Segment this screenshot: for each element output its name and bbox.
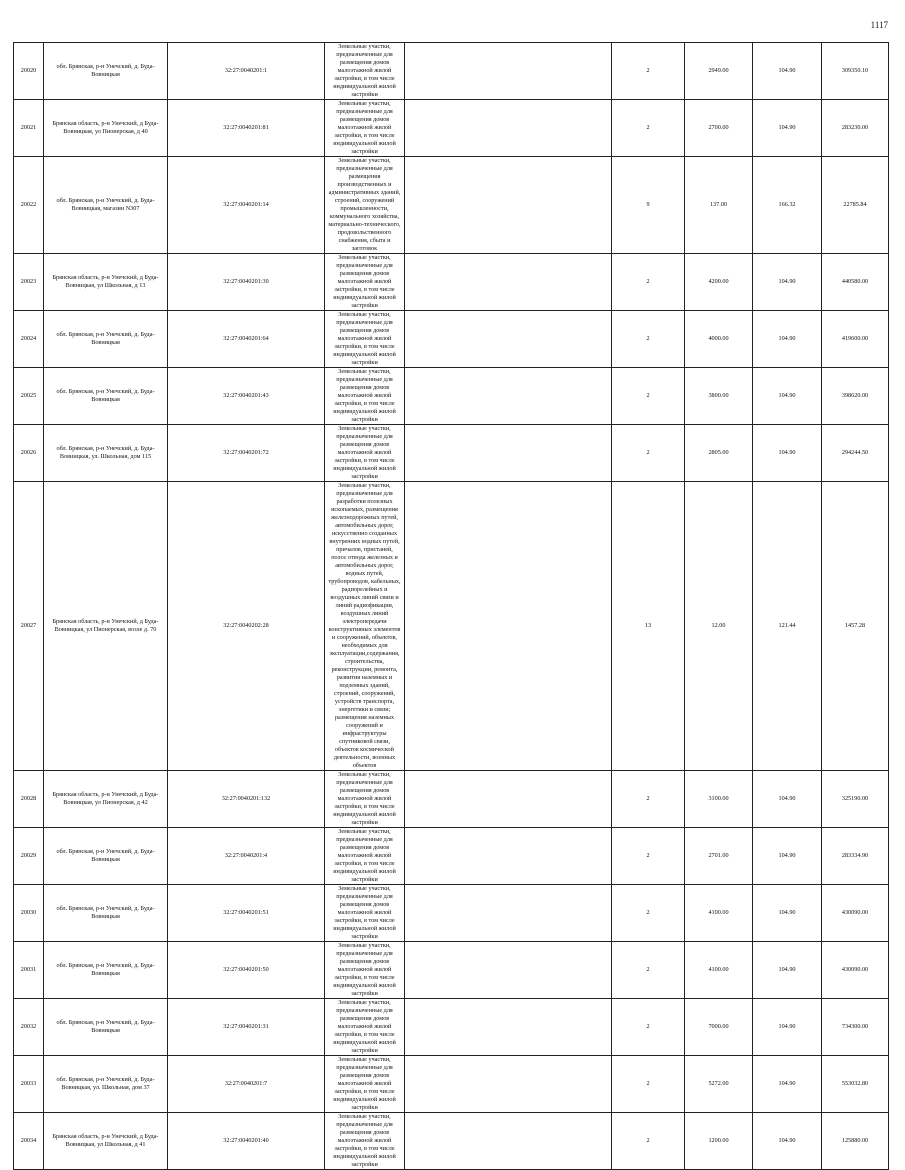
- address-cell: обл. Брянская, р-н Унечский, д. Буда-Вовницкая: [44, 368, 168, 425]
- table-row: [14, 1113, 889, 1170]
- area-cell: 4000.00: [685, 311, 753, 368]
- address-cell: обл. Брянская, р-н Унечский, д. Буда-Вовницкая: [44, 828, 168, 885]
- group-cell: 2: [612, 999, 685, 1056]
- group-cell: 2: [612, 1113, 685, 1170]
- empty-cell: [405, 1113, 612, 1170]
- address-cell: Брянская область, р-н Унечский, д Буда-Вовницкая, ул Пионерская, д 40: [44, 100, 168, 157]
- row-number-cell: 20031: [14, 942, 44, 999]
- permitted-use-cell: Земельные участки, предназначенные для размещения домов малоэтажной жилой застройки, в том числе индивидуальной жилой застройки: [325, 311, 405, 368]
- empty-cell: [405, 311, 612, 368]
- table-row: [14, 254, 889, 311]
- cadastral-value-cell: 440580.00: [822, 254, 889, 311]
- address-cell: обл. Брянская, р-н Унечский, д. Буда-Вовницкая, магазин N307: [44, 157, 168, 254]
- address-cell: обл. Брянская, р-н Унечский, д. Буда-Вовницкая: [44, 311, 168, 368]
- group-cell: 9: [612, 157, 685, 254]
- rate-cell: 104.90: [753, 885, 822, 942]
- row-number-cell: 20025: [14, 368, 44, 425]
- group-cell: 2: [612, 100, 685, 157]
- cadastral-value-cell: 1457.28: [822, 482, 889, 771]
- group-cell: 2: [612, 368, 685, 425]
- rate-cell: 104.90: [753, 942, 822, 999]
- page-number: 1117: [870, 20, 888, 30]
- area-cell: 3800.00: [685, 368, 753, 425]
- address-cell: обл. Брянская, р-н Унечский, д. Буда-Вовницкая: [44, 885, 168, 942]
- empty-cell: [405, 157, 612, 254]
- row-number-cell: 20034: [14, 1113, 44, 1170]
- area-cell: 12.00: [685, 482, 753, 771]
- empty-cell: [405, 828, 612, 885]
- empty-cell: [405, 43, 612, 100]
- row-number-cell: 20029: [14, 828, 44, 885]
- area-cell: 2700.00: [685, 100, 753, 157]
- area-cell: 2805.00: [685, 425, 753, 482]
- area-cell: 1200.00: [685, 1113, 753, 1170]
- table-row: [14, 482, 889, 771]
- group-cell: 2: [612, 425, 685, 482]
- row-number-cell: 20030: [14, 885, 44, 942]
- row-number-cell: 20021: [14, 100, 44, 157]
- cadastral-number-cell: 32:27:0040202:28: [168, 482, 325, 771]
- permitted-use-cell: Земельные участки, предназначенные для размещения домов малоэтажной жилой застройки, в том числе индивидуальной жилой застройки: [325, 1056, 405, 1113]
- table-row: [14, 885, 889, 942]
- cadastral-number-cell: 32:27:0040201:72: [168, 425, 325, 482]
- cadastral-number-cell: 32:27:0040201:43: [168, 368, 325, 425]
- table-row: [14, 311, 889, 368]
- cadastral-number-cell: 32:27:0040201:132: [168, 771, 325, 828]
- empty-cell: [405, 885, 612, 942]
- permitted-use-cell: Земельные участки, предназначенные для размещения домов малоэтажной жилой застройки, в том числе индивидуальной жилой застройки: [325, 999, 405, 1056]
- empty-cell: [405, 942, 612, 999]
- area-cell: 5272.00: [685, 1056, 753, 1113]
- row-number-cell: 20027: [14, 482, 44, 771]
- permitted-use-cell: Земельные участки, предназначенные для размещения домов малоэтажной жилой застройки, в том числе индивидуальной жилой застройки: [325, 100, 405, 157]
- permitted-use-cell: Земельные участки, предназначенные для размещения домов малоэтажной жилой застройки, в том числе индивидуальной жилой застройки: [325, 828, 405, 885]
- permitted-use-cell: Земельные участки, предназначенные для размещения домов малоэтажной жилой застройки, в том числе индивидуальной жилой застройки: [325, 425, 405, 482]
- empty-cell: [405, 482, 612, 771]
- group-cell: 2: [612, 942, 685, 999]
- empty-cell: [405, 425, 612, 482]
- cadastral-value-cell: 283230.00: [822, 100, 889, 157]
- cadastral-value-cell: 430090.00: [822, 942, 889, 999]
- table-row: [14, 43, 889, 100]
- address-cell: обл. Брянская, р-н Унечский, д. Буда-Вовницкая: [44, 43, 168, 100]
- row-number-cell: 20020: [14, 43, 44, 100]
- group-cell: 2: [612, 254, 685, 311]
- group-cell: 2: [612, 1056, 685, 1113]
- cadastral-value-cell: 22785.84: [822, 157, 889, 254]
- cadastral-value-cell: 325190.00: [822, 771, 889, 828]
- permitted-use-cell: Земельные участки, предназначенные для разработки полезных ископаемых, размещения железнодорожных путей, автомобильных дорог, искусственно созданных внутренних водных путей, причалов, пристаней, полос отвода железных и автомобильных дорог, водных путей, трубопроводов, кабельных, радиорелейных и воздушных линий связи и линий радиофикации, воздушных линий электропередачи конструктивных элементов и сооружений, объектов, необходимых для эксплуатации,содержания, строительства, реконструкции, ремонта, развития наземных и подземных зданий, строений, сооружений, устройств транспорта, энергетики и связи; размещения наземных сооружений и инфраструктуры спутниковой связи, объектов космической деятельности, военных объектов: [325, 482, 405, 771]
- land-registry-table: [13, 42, 889, 1170]
- group-cell: 2: [612, 43, 685, 100]
- cadastral-number-cell: 32:27:0040201:40: [168, 1113, 325, 1170]
- rate-cell: 104.90: [753, 43, 822, 100]
- empty-cell: [405, 254, 612, 311]
- permitted-use-cell: Земельные участки, предназначенные для размещения домов малоэтажной жилой застройки, в том числе индивидуальной жилой застройки: [325, 942, 405, 999]
- area-cell: 2949.00: [685, 43, 753, 100]
- area-cell: 4200.00: [685, 254, 753, 311]
- table-row: [14, 100, 889, 157]
- row-number-cell: 20028: [14, 771, 44, 828]
- cadastral-number-cell: 32:27:0040201:50: [168, 942, 325, 999]
- permitted-use-cell: Земельные участки, предназначенные для размещения домов малоэтажной жилой застройки, в том числе индивидуальной жилой застройки: [325, 368, 405, 425]
- cadastral-number-cell: 32:27:0040201:1: [168, 43, 325, 100]
- table-row: [14, 999, 889, 1056]
- cadastral-value-cell: 283334.90: [822, 828, 889, 885]
- cadastral-number-cell: 32:27:0040201:30: [168, 254, 325, 311]
- area-cell: 137.00: [685, 157, 753, 254]
- rate-cell: 104.90: [753, 311, 822, 368]
- cadastral-value-cell: 309350.10: [822, 43, 889, 100]
- group-cell: 13: [612, 482, 685, 771]
- rate-cell: 104.90: [753, 254, 822, 311]
- rate-cell: 104.90: [753, 100, 822, 157]
- rate-cell: 166.32: [753, 157, 822, 254]
- rate-cell: 104.90: [753, 1113, 822, 1170]
- row-number-cell: 20033: [14, 1056, 44, 1113]
- rate-cell: 104.90: [753, 1056, 822, 1113]
- rate-cell: 121.44: [753, 482, 822, 771]
- permitted-use-cell: Земельные участки, предназначенные для размещения домов малоэтажной жилой застройки, в том числе индивидуальной жилой застройки: [325, 885, 405, 942]
- cadastral-number-cell: 32:27:0040201:51: [168, 885, 325, 942]
- rate-cell: 104.90: [753, 828, 822, 885]
- table-row: [14, 368, 889, 425]
- area-cell: 2701.00: [685, 828, 753, 885]
- table-row: [14, 828, 889, 885]
- cadastral-value-cell: 734300.00: [822, 999, 889, 1056]
- area-cell: 4100.00: [685, 885, 753, 942]
- address-cell: обл. Брянская, р-н Унечский, д. Буда-Вовницкая, ул. Школьная, дом 115: [44, 425, 168, 482]
- registry-body: [14, 43, 889, 1170]
- row-number-cell: 20024: [14, 311, 44, 368]
- table-row: [14, 771, 889, 828]
- cadastral-number-cell: 32:27:0040201:81: [168, 100, 325, 157]
- row-number-cell: 20023: [14, 254, 44, 311]
- table-row: [14, 942, 889, 999]
- rate-cell: 104.90: [753, 368, 822, 425]
- empty-cell: [405, 1056, 612, 1113]
- area-cell: 7000.00: [685, 999, 753, 1056]
- address-cell: Брянская область, р-н Унечский, д Буда-Вовницкая, ул Пионерская, д 42: [44, 771, 168, 828]
- permitted-use-cell: Земельные участки, предназначенные для размещения домов малоэтажной жилой застройки, в том числе индивидуальной жилой застройки: [325, 43, 405, 100]
- cadastral-number-cell: 32:27:0040201:31: [168, 999, 325, 1056]
- table-row: [14, 1056, 889, 1113]
- empty-cell: [405, 368, 612, 425]
- address-cell: обл. Брянская, р-н Унечский, д. Буда-Вовницкая: [44, 942, 168, 999]
- permitted-use-cell: Земельные участки, предназначенные для размещения домов малоэтажной жилой застройки, в том числе индивидуальной жилой застройки: [325, 1113, 405, 1170]
- cadastral-value-cell: 430090.00: [822, 885, 889, 942]
- cadastral-number-cell: 32:27:0040201:64: [168, 311, 325, 368]
- rate-cell: 104.90: [753, 771, 822, 828]
- address-cell: обл. Брянская, р-н Унечский, д. Буда-Вовницкая, ул. Школьная, дом 37: [44, 1056, 168, 1113]
- permitted-use-cell: Земельные участки, предназначенные для размещения производственных и административных зданий, строений, сооружений промышленности, коммунального хозяйства, материально-технического, продовольственного снабжения, сбыта и заготовок: [325, 157, 405, 254]
- cadastral-value-cell: 398620.00: [822, 368, 889, 425]
- group-cell: 2: [612, 771, 685, 828]
- table-row: [14, 425, 889, 482]
- empty-cell: [405, 771, 612, 828]
- address-cell: Брянская область, р-н Унечский, д Буда-Вовницкая, ул Школьная, д 13: [44, 254, 168, 311]
- permitted-use-cell: Земельные участки, предназначенные для размещения домов малоэтажной жилой застройки, в том числе индивидуальной жилой застройки: [325, 254, 405, 311]
- address-cell: Брянская область, р-н Унечский, д Буда-Вовницкая, ул Пионерская, возле д. 70: [44, 482, 168, 771]
- group-cell: 2: [612, 828, 685, 885]
- cadastral-value-cell: 125880.00: [822, 1113, 889, 1170]
- empty-cell: [405, 100, 612, 157]
- area-cell: 3100.00: [685, 771, 753, 828]
- cadastral-value-cell: 294244.50: [822, 425, 889, 482]
- group-cell: 2: [612, 885, 685, 942]
- rate-cell: 104.90: [753, 999, 822, 1056]
- empty-cell: [405, 999, 612, 1056]
- cadastral-number-cell: 32:27:0040201:4: [168, 828, 325, 885]
- row-number-cell: 20026: [14, 425, 44, 482]
- rate-cell: 104.90: [753, 425, 822, 482]
- group-cell: 2: [612, 311, 685, 368]
- cadastral-number-cell: 32:27:0040201:14: [168, 157, 325, 254]
- cadastral-number-cell: 32:27:0040201:7: [168, 1056, 325, 1113]
- permitted-use-cell: Земельные участки, предназначенные для размещения домов малоэтажной жилой застройки, в том числе индивидуальной жилой застройки: [325, 771, 405, 828]
- address-cell: обл. Брянская, р-н Унечский, д. Буда-Вовницкая: [44, 999, 168, 1056]
- address-cell: Брянская область, р-н Унечский, д Буда-Вовницкая, ул Школьная, д 41: [44, 1113, 168, 1170]
- table-row: [14, 157, 889, 254]
- cadastral-value-cell: 553032.80: [822, 1056, 889, 1113]
- row-number-cell: 20022: [14, 157, 44, 254]
- area-cell: 4100.00: [685, 942, 753, 999]
- cadastral-value-cell: 419600.00: [822, 311, 889, 368]
- row-number-cell: 20032: [14, 999, 44, 1056]
